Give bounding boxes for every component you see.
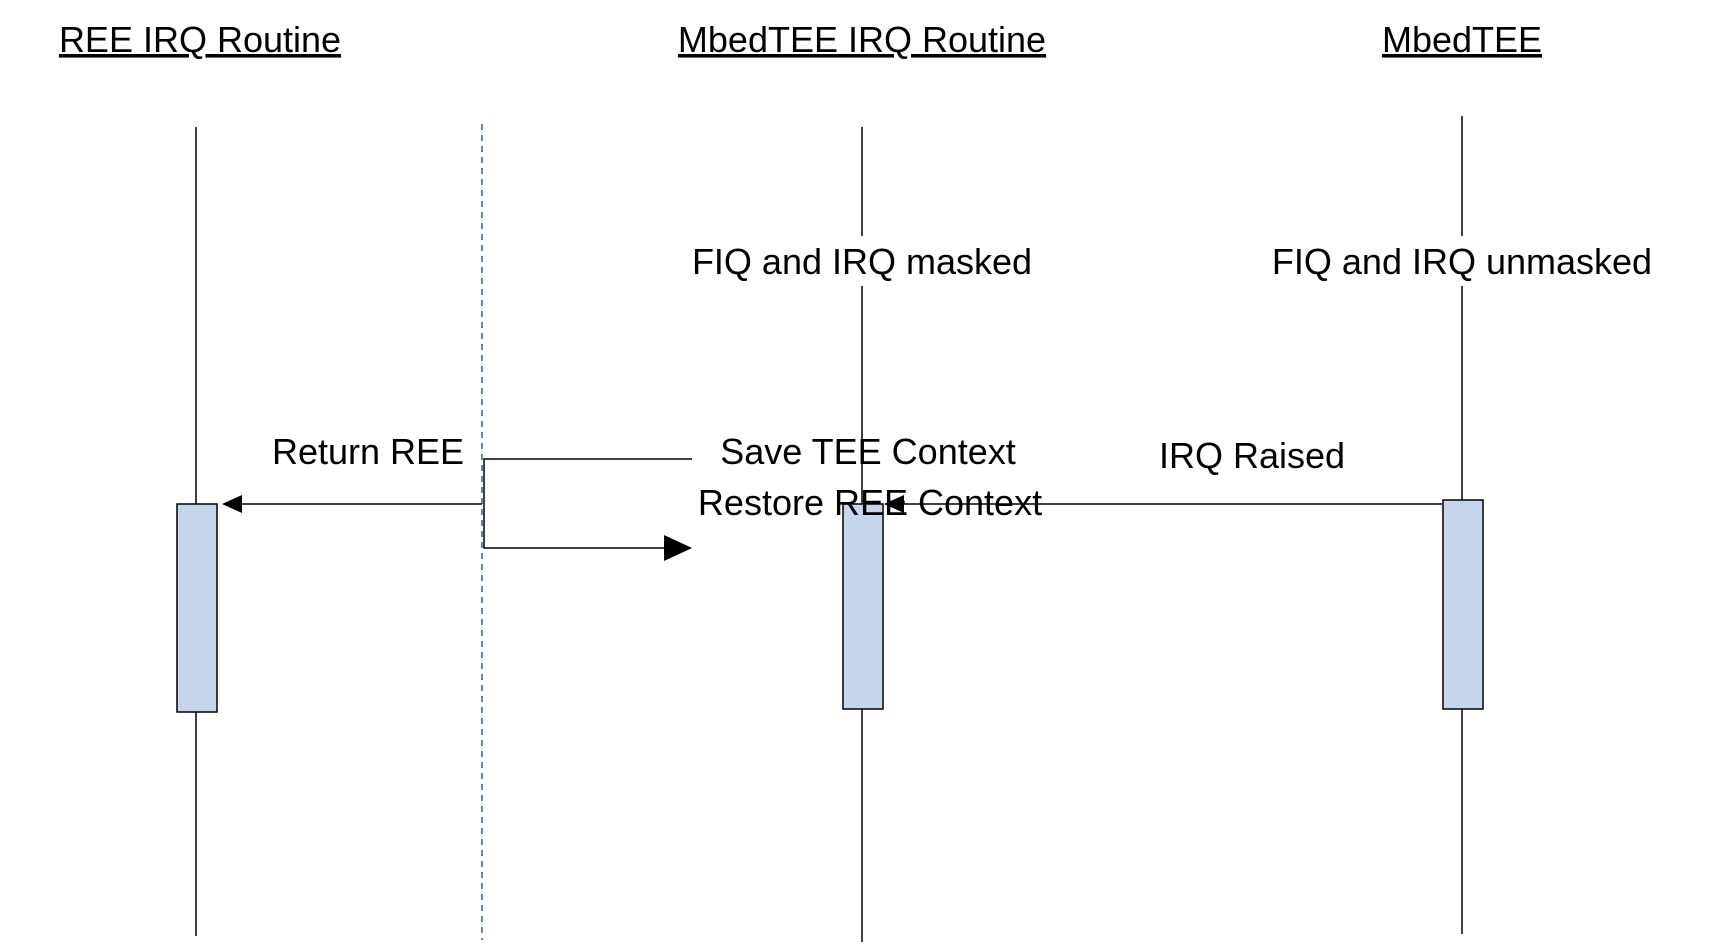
activation-ree-irq-routine <box>177 504 217 712</box>
message-return-ree-arrowhead <box>222 495 242 513</box>
message-return-ree-label: Return REE <box>271 431 465 472</box>
state-mbedtee-unmasked: FIQ and IRQ unmasked <box>1271 241 1653 282</box>
context-switch-bracket <box>484 459 692 548</box>
activation-mbedtee <box>1443 500 1483 709</box>
state-irq-routine-masked: FIQ and IRQ masked <box>691 241 1033 282</box>
message-irq-raised-label: IRQ Raised <box>1158 435 1346 476</box>
message-save-tee-context: Save TEE Context <box>720 431 1016 472</box>
activation-mbedtee-irq-routine <box>843 504 883 709</box>
message-restore-ree-context: Restore REE Context <box>697 482 1043 523</box>
participant-ree-irq-routine: REE IRQ Routine <box>58 19 342 60</box>
participant-mbedtee-irq-routine: MbedTEE IRQ Routine <box>677 19 1047 60</box>
context-switch-arrowhead <box>664 535 692 561</box>
participant-mbedtee: MbedTEE <box>1381 19 1543 60</box>
